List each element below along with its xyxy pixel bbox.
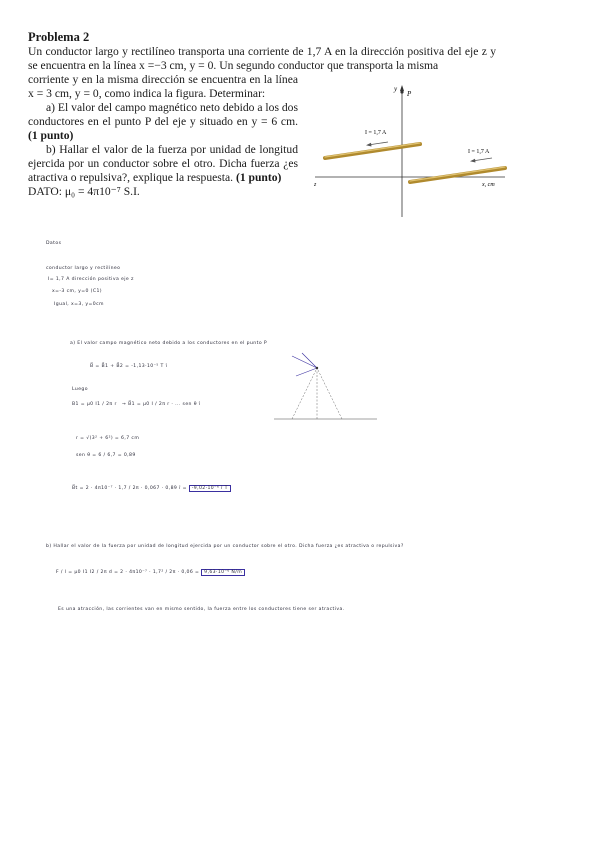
- i2-label: I = 1,7 A: [468, 149, 490, 155]
- y-axis-arrow: [400, 85, 404, 91]
- wires-figure: [310, 82, 510, 217]
- handwritten-notes: [0, 230, 601, 630]
- notes-eq-b1: B1 = μ0 I1 / 2π r: [72, 402, 117, 407]
- z-label: z: [314, 182, 317, 188]
- x-label: x, cm: [482, 182, 495, 188]
- notes-eq-bt: B⃗t = 2 · 4π10⁻⁷ · 1,7 / 2π · 0,067 · 0,89 î = -9,02·10⁻⁶ î T: [72, 486, 231, 491]
- notes-line-4: Igual, x=3, y=0cm: [54, 302, 104, 307]
- notes-eq-f: F / l = μ0 I1 I2 / 2π d = 2 · 4π10⁻⁷ · 1,7² / 2π · 0,06 = 9,63·10⁻⁶ N/m: [56, 570, 245, 575]
- point-p: [400, 90, 403, 93]
- wire-2-highlight: [410, 167, 505, 181]
- notes-conclusion: Es una atracción, las corrientes van en mismo sentido, la fuerza entre los conductores tiene ser atractiva.: [58, 607, 345, 612]
- part-a: a) El valor del campo magnético neto debido a los dos conductores en el punto P del eje y situado en y = 6 cm. (1 punto): [28, 101, 298, 142]
- notes-eq-b: B⃗ = B⃗1 + B⃗2 = -1,13·10⁻⁵ T î: [90, 364, 168, 369]
- notes-eq-sen: sen θ = 6 / 6,7 = 0,89: [76, 453, 136, 458]
- notes-sketch: [272, 348, 382, 428]
- dato: DATO: μ₀ = 4π10⁻⁷ S.I.: [28, 185, 140, 198]
- notes-line-3: x=-3 cm, y=0 (C1): [52, 289, 102, 294]
- wire-2: [410, 168, 505, 182]
- notes-line-2: I= 1,7 A dirección positiva eje z: [48, 277, 134, 282]
- notes-datos: Datos: [46, 241, 62, 246]
- notes-line-1: conductor largo y rectilíneo: [46, 266, 121, 271]
- i1-label: I = 1,7 A: [365, 130, 387, 136]
- result-b-box: -9,02·10⁻⁶ î T: [189, 485, 231, 492]
- notes-part-b-question: b) Hallar el valor de la fuerza por unidad de longitud ejercida por un conductor sobre el otro. Dicha fuerza ¿es atractiva o repulsiva?: [46, 544, 404, 549]
- p-label: P: [407, 90, 412, 98]
- notes-eq-b1-vector: → B⃗1 = μ0 I / 2π r · ... sen θ î: [122, 402, 201, 407]
- part-b: b) Hallar el valor de la fuerza por unidad de longitud ejercida por un conductor sobre el otro. Dicha fuerza ¿es atractiva o repulsiva?, explique la respuesta. (1 punto): [28, 143, 298, 184]
- i1-arrowhead: [366, 143, 372, 147]
- notes-luego: Luego: [72, 387, 88, 392]
- wire-1: [325, 144, 420, 158]
- notes-eq-r: r = √(3² + 6²) = 6,7 cm: [76, 436, 140, 441]
- problem-title: Problema 2: [28, 30, 90, 44]
- wire-1-highlight: [325, 143, 420, 157]
- problem-intro-rest: corriente y en la misma dirección se encuentra en la línea x = 3 cm, y = 0, como indica la figura. Determinar:: [28, 73, 298, 100]
- y-label: y: [394, 85, 398, 93]
- notes-part-a-question: a) El valor campo magnético neto debido a los conductores en el punto P: [70, 341, 268, 346]
- problem-intro: Un conductor largo y rectilíneo transporta una corriente de 1,7 A en la dirección positiva del eje z y se encuentra en la línea x =−3 cm, y = 0. Un segundo conductor que transporta la misma: [28, 45, 496, 72]
- i2-arrowhead: [470, 159, 476, 163]
- result-f-box: 9,63·10⁻⁶ N/m: [201, 569, 245, 576]
